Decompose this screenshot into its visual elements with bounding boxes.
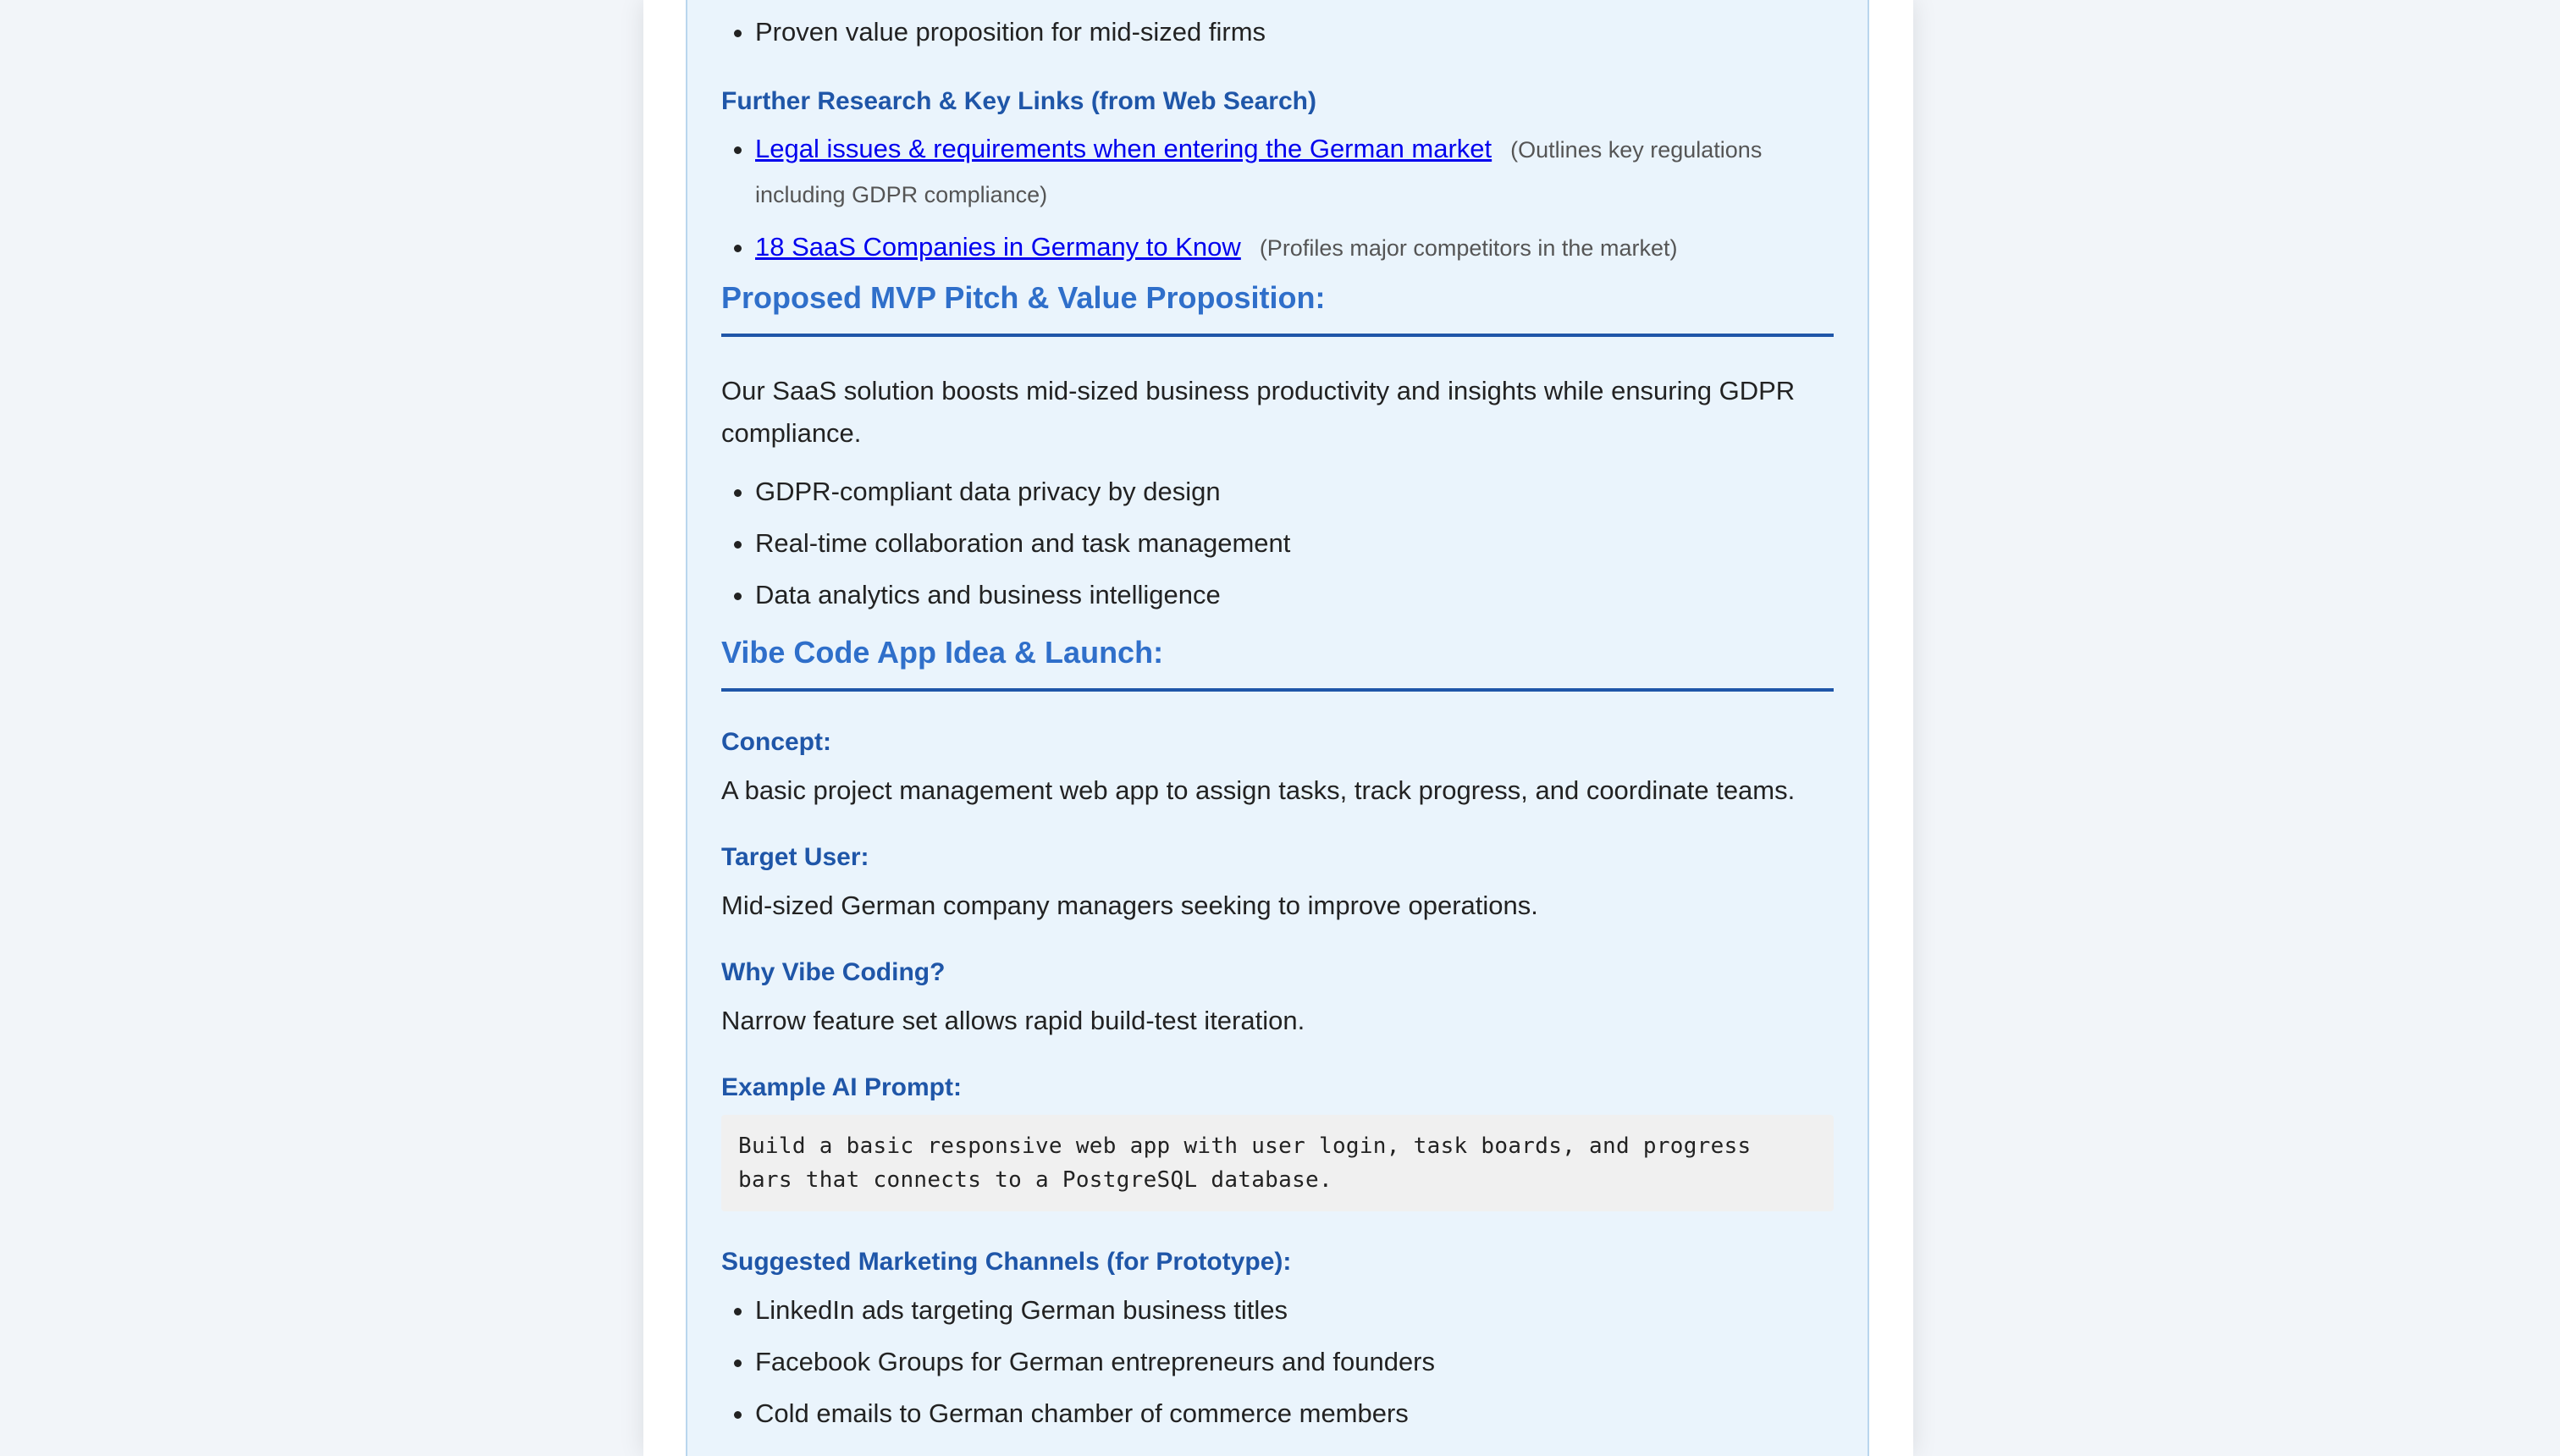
why-vibe-label: Why Vibe Coding?: [721, 958, 946, 986]
target-user-text: Mid-sized German company managers seeking to improve operations.: [721, 891, 1538, 920]
saas-companies-link[interactable]: 18 SaaS Companies in Germany to Know: [755, 232, 1241, 262]
mvp-bullets: [721, 471, 1834, 626]
list-item: • GDPR-compliant data privacy by design: [755, 471, 1834, 513]
why-vibe-block: [721, 957, 1834, 1042]
list-item: [755, 225, 1834, 270]
value-list: [721, 11, 1834, 63]
list-item: • Facebook Groups for German entrepreneurs and founders: [755, 1341, 1834, 1383]
content-card: [686, 0, 1869, 1456]
list-item: • Real-time collaboration and task management: [755, 522, 1834, 565]
concept-text: A basic project management web app to assign tasks, track progress, and coordinate teams.: [721, 775, 1796, 805]
concept-block: [721, 727, 1834, 812]
vibe-heading: Vibe Code App Idea & Launch:: [721, 634, 1834, 692]
link-note: (Outlines key regulations including GDPR compliance): [755, 137, 1763, 207]
document-page: [643, 0, 1913, 1456]
prompt-label: Example AI Prompt:: [721, 1073, 962, 1101]
list-item: • Proven value proposition for mid-sized firms: [755, 11, 1834, 53]
list-item: [755, 127, 1834, 217]
target-user-block: [721, 842, 1834, 927]
target-user-label: Target User:: [721, 843, 869, 871]
marketing-block: [721, 1247, 1834, 1444]
further-research-heading: Further Research & Key Links (from Web Search): [721, 87, 1316, 115]
mvp-heading: Proposed MVP Pitch & Value Proposition:: [721, 279, 1834, 337]
list-item: • Data analytics and business intelligence: [755, 574, 1834, 616]
mvp-paragraph: Our SaaS solution boosts mid-sized business productivity and insights while ensuring GDPR compliance.: [721, 376, 1796, 448]
prompt-code-box: Build a basic responsive web app with user login, task boards, and progress bars that connects to a PostgreSQL database.: [721, 1115, 1834, 1211]
concept-label: Concept:: [721, 728, 831, 756]
list-item: • LinkedIn ads targeting German business titles: [755, 1289, 1834, 1332]
link-note: (Profiles major competitors in the market): [1259, 235, 1678, 261]
marketing-label: Suggested Marketing Channels (for Prototype):: [721, 1248, 1292, 1276]
marketing-list: [721, 1289, 1834, 1435]
prompt-block: [721, 1073, 1834, 1211]
research-links-list: [721, 127, 1834, 279]
list-item: • Cold emails to German chamber of commerce members: [755, 1393, 1834, 1435]
why-vibe-text: Narrow feature set allows rapid build-test iteration.: [721, 1006, 1305, 1035]
legal-issues-link[interactable]: Legal issues & requirements when entering the German market: [755, 134, 1492, 163]
